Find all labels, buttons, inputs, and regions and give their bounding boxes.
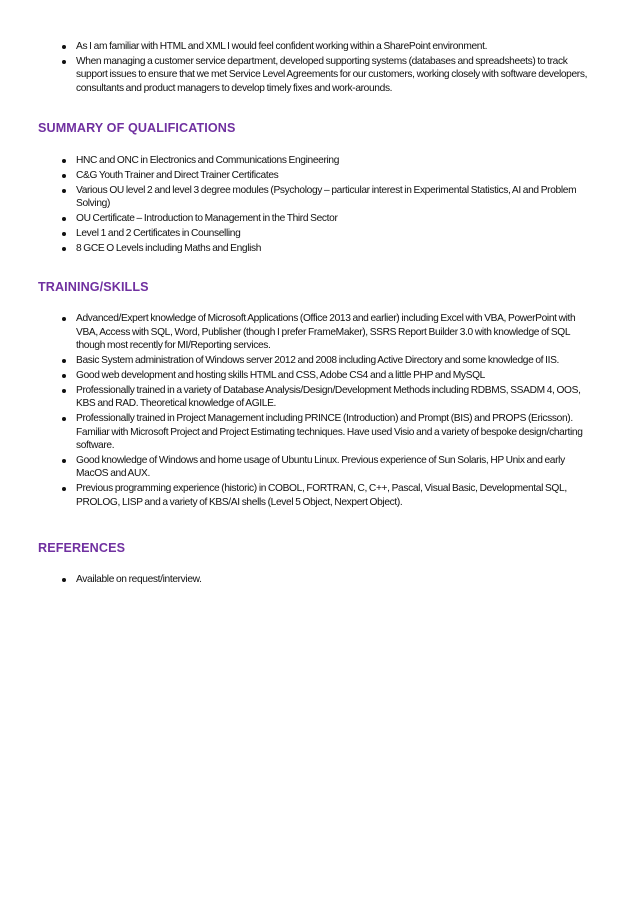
list-item: 8 GCE O Levels including Maths and English (0, 242, 638, 256)
section-heading-references: REFERENCES (38, 541, 126, 555)
list-item: Good web development and hosting skills HTML and CSS, Adobe CS4 and a little PHP and MySQL (0, 369, 638, 383)
list-item: Previous programming experience (historic) in COBOL, FORTRAN, C, C++, Pascal, Visual Basic, Developmental SQL, PROLOG, LISP and a variety of KBS/AI shells (Level 5 Object, Nexpert Object). (0, 482, 638, 509)
list-item: As I am familiar with HTML and XML I would feel confident working within a SharePoint environment. (0, 40, 638, 54)
list-item: Available on request/interview. (0, 573, 638, 587)
list-item: OU Certificate – Introduction to Management in the Third Sector (0, 212, 638, 226)
list-item: Level 1 and 2 Certificates in Counselling (0, 227, 638, 241)
list-item: Various OU level 2 and level 3 degree modules (Psychology – particular interest in Experimental Statistics, AI and Problem Solving) (0, 184, 638, 211)
list-item: Professionally trained in a variety of Database Analysis/Design/Development Methods including RDBMS, SSADM 4, OOS, KBS and RAD. Theoretical knowledge of AGILE. (0, 384, 638, 411)
section-heading-training-skills: TRAINING/SKILLS (38, 280, 149, 294)
list-item: HNC and ONC in Electronics and Communications Engineering (0, 154, 638, 168)
references-list (0, 573, 638, 588)
training-skills-list (0, 312, 638, 511)
list-item: C&G Youth Trainer and Direct Trainer Certificates (0, 169, 638, 183)
section-heading-qualifications: SUMMARY OF QUALIFICATIONS (38, 121, 236, 135)
list-item: Basic System administration of Windows server 2012 and 2008 including Active Directory and some knowledge of IIS. (0, 354, 638, 368)
qualifications-list (0, 154, 638, 256)
list-item: Advanced/Expert knowledge of Microsoft Applications (Office 2013 and earlier) including Excel with VBA, PowerPoint with VBA, Access with SQL, Word, Publisher (though I prefer FrameMaker), SSRS Report Builder 3.0 with knowledge of SQL though most recently for MI/Reporting services. (0, 312, 638, 353)
intro-bullet-list (0, 40, 638, 97)
list-item: Good knowledge of Windows and home usage of Ubuntu Linux. Previous experience of Sun Solaris, HP Unix and early MacOS and AUX. (0, 454, 638, 481)
list-item: Professionally trained in Project Management including PRINCE (Introduction) and Prompt (BIS) and PROPS (Ericsson). Familiar with Microsoft Project and Project Estimating techniques. Have used Visio and a variety of bespoke design/charting software. (0, 412, 638, 453)
list-item: When managing a customer service department, developed supporting systems (databases and spreadsheets) to track support issues to ensure that we met Service Level Agreements for our customers, working closely with software developers, consultants and product managers to develop timely fixes and work-arounds. (0, 55, 638, 96)
